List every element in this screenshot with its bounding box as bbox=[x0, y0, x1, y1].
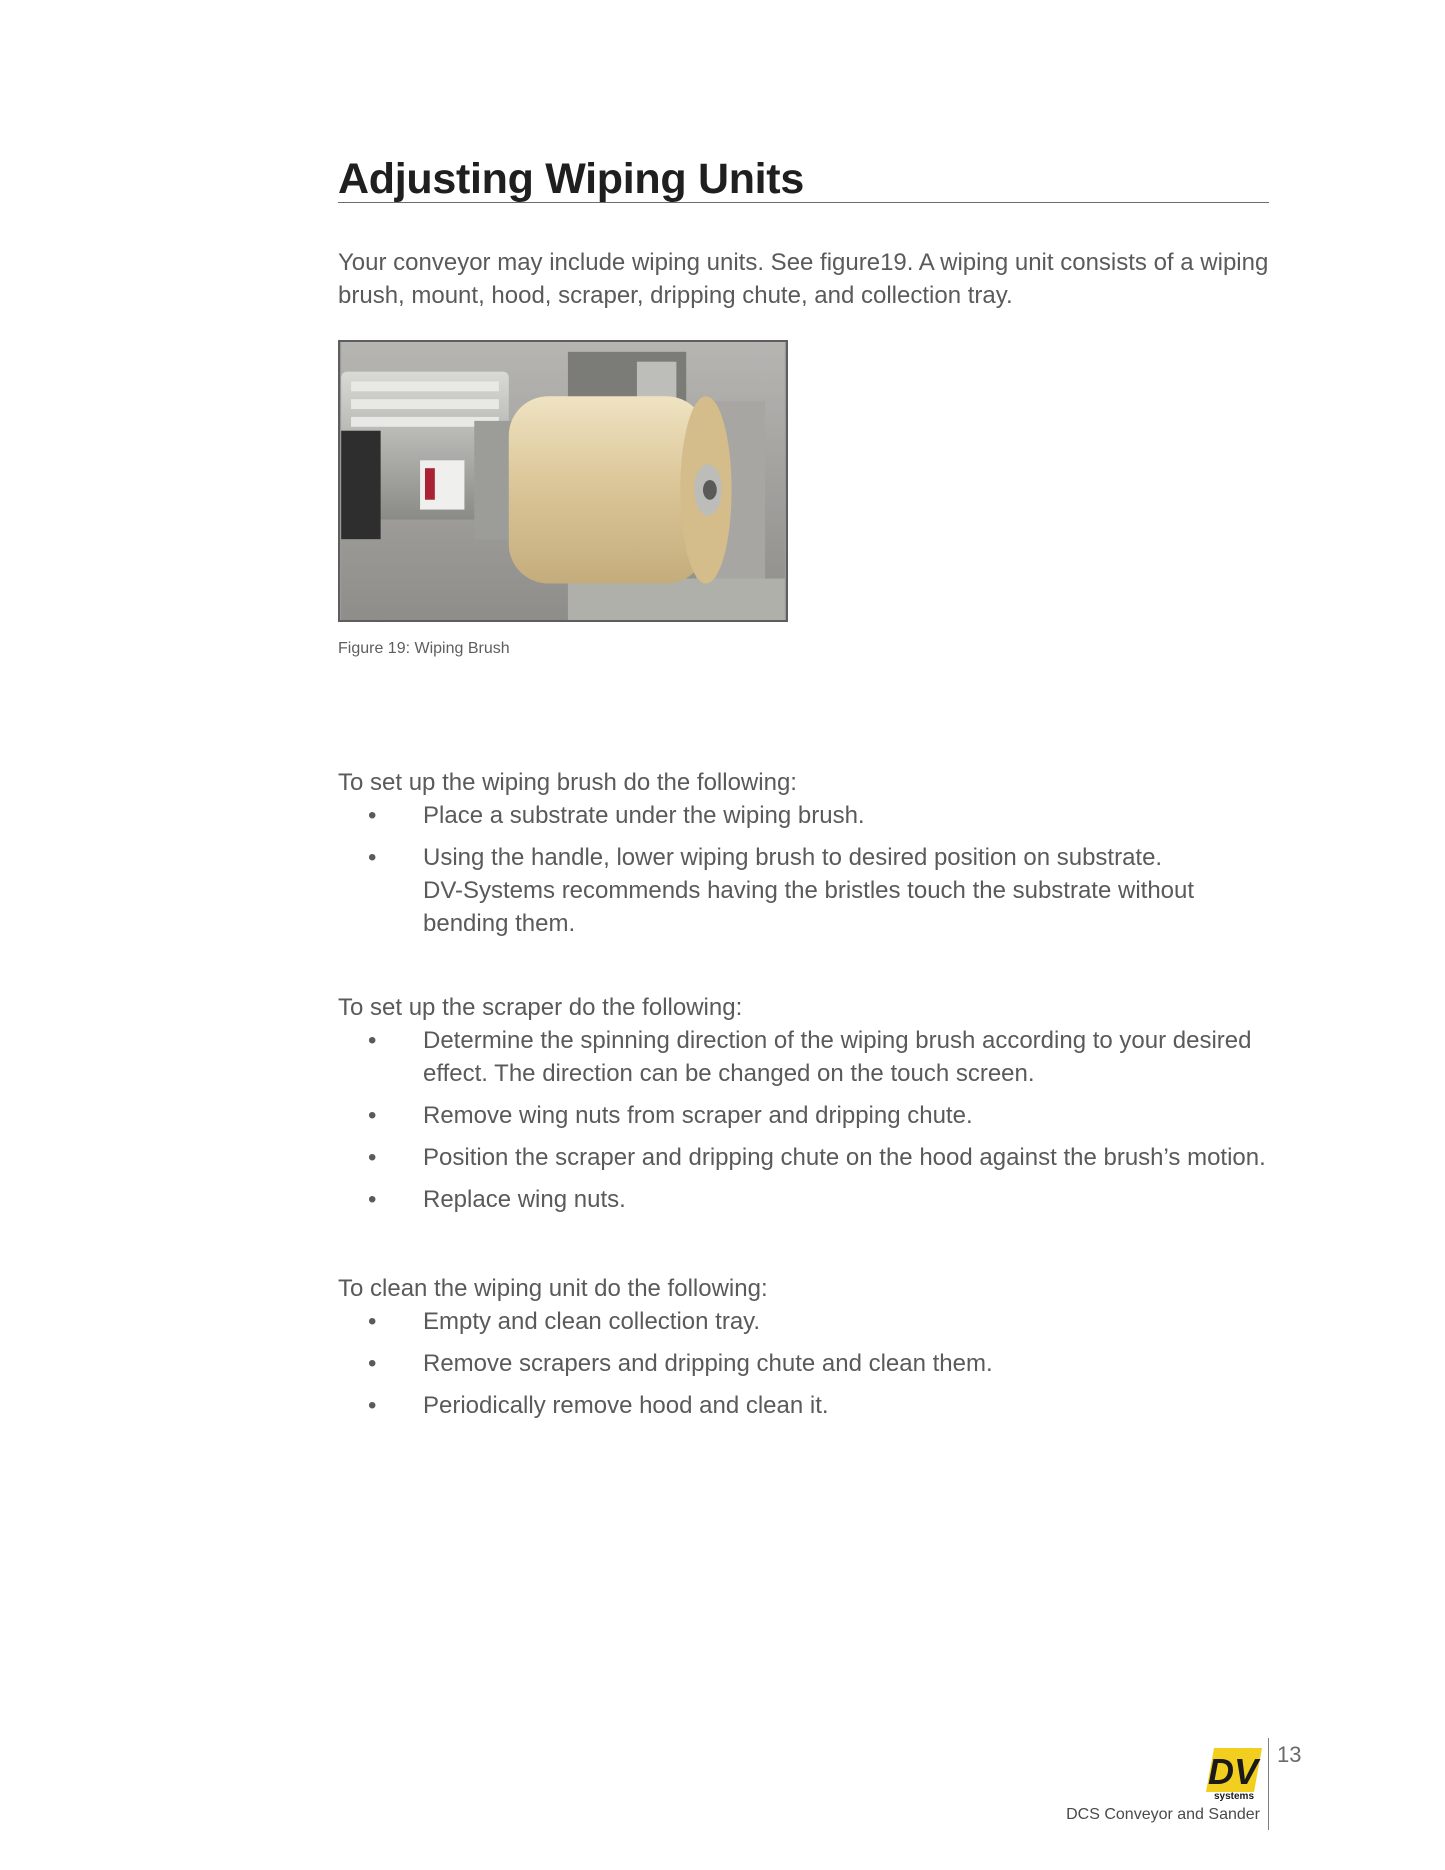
wiping-brush-photo bbox=[338, 340, 788, 622]
list-item-text: Remove scrapers and dripping chute and clean them. bbox=[423, 1350, 993, 1377]
bullet-icon: • bbox=[368, 844, 377, 871]
bullet-icon: • bbox=[368, 1392, 377, 1419]
list-item bbox=[338, 1305, 1278, 1338]
footer-divider bbox=[1268, 1738, 1269, 1830]
list-item bbox=[338, 1389, 1278, 1422]
list-item-text: Empty and clean collection tray. bbox=[423, 1308, 761, 1335]
scraper-setup-section bbox=[338, 991, 1278, 1225]
bullet-list bbox=[338, 1024, 1278, 1216]
bullet-icon: • bbox=[368, 1308, 377, 1335]
list-item bbox=[338, 1183, 1278, 1216]
logo-text: DV bbox=[1207, 1751, 1259, 1792]
bullet-icon: • bbox=[368, 1144, 377, 1171]
footer-document-title: DCS Conveyor and Sander bbox=[1066, 1806, 1260, 1823]
bullet-list bbox=[338, 799, 1278, 940]
figure-caption: Figure 19: Wiping Brush bbox=[338, 640, 510, 657]
wiping-brush-setup-section bbox=[338, 766, 1278, 949]
bullet-icon: • bbox=[368, 1186, 377, 1213]
bullet-icon: • bbox=[368, 1102, 377, 1129]
list-item-text: Place a substrate under the wiping brush. bbox=[423, 802, 865, 829]
list-item bbox=[338, 841, 1278, 940]
wiping-unit-cleaning-section bbox=[338, 1272, 1278, 1431]
logo-subtext: systems bbox=[1213, 1791, 1255, 1802]
list-item-text: Determine the spinning direction of the wiping brush according to your desired effect. The direction can be changed on the touch screen. bbox=[423, 1027, 1252, 1087]
page-title: Adjusting Wiping Units bbox=[338, 155, 804, 203]
section-intro: To set up the wiping brush do the following: bbox=[338, 769, 797, 796]
title-underline bbox=[338, 202, 1269, 203]
bullet-list bbox=[338, 1305, 1278, 1422]
list-item-text: Periodically remove hood and clean it. bbox=[423, 1392, 829, 1419]
list-item bbox=[338, 799, 1278, 832]
page-number: 13 bbox=[1277, 1742, 1302, 1767]
list-item-text: Position the scraper and dripping chute on the hood against the brush’s motion. bbox=[423, 1144, 1266, 1171]
bullet-icon: • bbox=[368, 1027, 377, 1054]
list-item bbox=[338, 1024, 1278, 1090]
section-intro: To set up the scraper do the following: bbox=[338, 994, 743, 1021]
list-item-text: Using the handle, lower wiping brush to desired position on substrate. DV-Systems recommends having the bristles touch the substrate without bending them. bbox=[423, 844, 1195, 937]
list-item bbox=[338, 1141, 1278, 1174]
list-item-text: Replace wing nuts. bbox=[423, 1186, 626, 1213]
intro-paragraph: Your conveyor may include wiping units. See figure19. A wiping unit consists of a wiping brush, mount, hood, scraper, dripping chute, and collection tray. bbox=[338, 249, 1269, 309]
list-item bbox=[338, 1099, 1278, 1132]
bullet-icon: • bbox=[368, 802, 377, 829]
section-intro: To clean the wiping unit do the following: bbox=[338, 1275, 768, 1302]
bullet-icon: • bbox=[368, 1350, 377, 1377]
list-item bbox=[338, 1347, 1278, 1380]
list-item-text: Remove wing nuts from scraper and dripping chute. bbox=[423, 1102, 973, 1129]
